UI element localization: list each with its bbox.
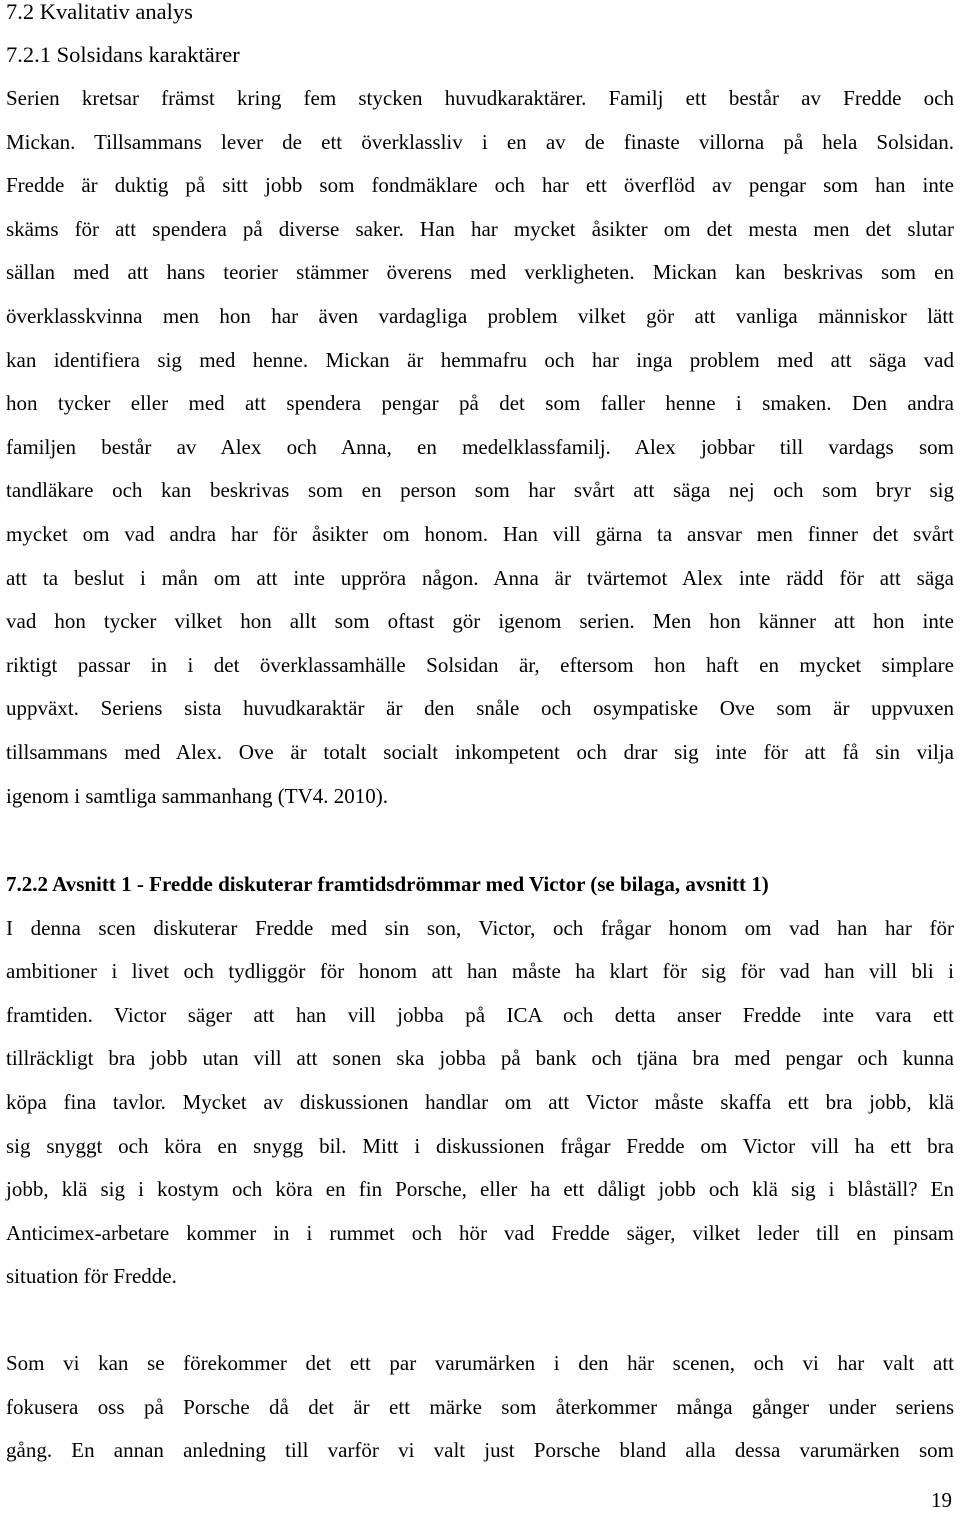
text-line: mycket om vad andra har för åsikter om honom. Han vill gärna ta ansvar men finner det svårt bbox=[6, 521, 954, 546]
text-line: sig snyggt och köra en snygg bil. Mitt i diskussionen frågar Fredde om Victor vill ha ett bra bbox=[6, 1133, 954, 1158]
text-line: situation för Fredde. bbox=[6, 1264, 177, 1289]
text-line: familjen består av Alex och Anna, en medelklassfamilj. Alex jobbar till vardags som bbox=[6, 434, 954, 459]
text-line: kan identifiera sig med henne. Mickan är hemmafru och har inga problem med att säga vad bbox=[6, 347, 954, 372]
text-line: igenom i samtliga sammanhang (TV4. 2010). bbox=[6, 783, 389, 808]
text-line: överklasskvinna men hon har även vardagliga problem vilket gör att vanliga människor lätt bbox=[6, 303, 954, 328]
text-line: gång. En annan anledning till varför vi valt just Porsche bland alla dessa varumärken som bbox=[6, 1438, 954, 1463]
episode-heading: 7.2.2 Avsnitt 1 - Fredde diskuterar framtidsdrömmar med Victor (se bilaga, avsnitt 1) bbox=[6, 872, 769, 896]
text-line: Anticimex-arbetare kommer in i rummet och hör vad Fredde säger, vilket leder till en pinsam bbox=[6, 1220, 954, 1245]
text-line: Fredde är duktig på sitt jobb som fondmäklare och har ett överflöd av pengar som han inte bbox=[6, 173, 954, 198]
text-line: riktigt passar in i det överklassamhälle Solsidan är, eftersom hon haft en mycket simplare bbox=[6, 652, 954, 677]
text-line: uppväxt. Seriens sista huvudkaraktär är den snåle och osympatiske Ove som är uppvuxen bbox=[6, 696, 954, 721]
text-line: fokusera oss på Porsche då det är ett märke som återkommer många gånger under seriens bbox=[6, 1394, 954, 1419]
text-line: hon tycker eller med att spendera pengar på det som faller henne i smaken. Den andra bbox=[6, 391, 954, 416]
text-line: jobb, klä sig i kostym och köra en fin Porsche, eller ha ett dåligt jobb och klä sig i blåställ? En bbox=[6, 1177, 954, 1202]
text-line: tandläkare och kan beskrivas som en person som har svårt att säga nej och som bryr sig bbox=[6, 478, 954, 503]
text-line: köpa fina tavlor. Mycket av diskussionen handlar om att Victor måste skaffa ett bra jobb, klä bbox=[6, 1089, 954, 1114]
text-line: ambitioner i livet och tydliggör för honom att han måste ha klart för sig för vad han vill bli i bbox=[6, 959, 954, 984]
text-line: tillsammans med Alex. Ove är totalt socialt inkompetent och drar sig inte för att få sin vilja bbox=[6, 739, 954, 764]
page-number: 19 bbox=[931, 1488, 952, 1512]
paragraph-characters bbox=[6, 77, 954, 818]
section-heading: 7.2 Kvalitativ analys bbox=[6, 0, 193, 24]
paragraph-episode bbox=[6, 863, 954, 1299]
subsection-heading: 7.2.1 Solsidans karaktärer bbox=[6, 42, 240, 67]
text-line: Mickan. Tillsammans lever de ett överklassliv i en av de finaste villorna på hela Solsidan. bbox=[6, 129, 954, 154]
text-line: I denna scen diskuterar Fredde med sin son, Victor, och frågar honom om vad han har för bbox=[6, 915, 954, 940]
text-line: Serien kretsar främst kring fem stycken huvudkaraktärer. Familj ett består av Fredde och bbox=[6, 86, 954, 110]
paragraph-brands bbox=[6, 1342, 954, 1473]
text-line: framtiden. Victor säger att han vill jobba på ICA och detta anser Fredde inte vara ett bbox=[6, 1002, 954, 1027]
text-line: Som vi kan se förekommer det ett par varumärken i den här scenen, och vi har valt att bbox=[6, 1351, 954, 1375]
text-line: tillräckligt bra jobb utan vill att sonen ska jobba på bank och tjäna bra med pengar och kunna bbox=[6, 1046, 954, 1071]
text-line: att ta beslut i mån om att inte uppröra någon. Anna är tvärtemot Alex inte rädd för att säga bbox=[6, 565, 954, 590]
text-line: vad hon tycker vilket hon allt som oftast gör igenom serien. Men hon känner att hon inte bbox=[6, 609, 954, 634]
text-line: sällan med att hans teorier stämmer överens med verkligheten. Mickan kan beskrivas som en bbox=[6, 260, 954, 285]
text-line: skäms för att spendera på diverse saker. Han har mycket åsikter om det mesta men det slutar bbox=[6, 216, 954, 241]
